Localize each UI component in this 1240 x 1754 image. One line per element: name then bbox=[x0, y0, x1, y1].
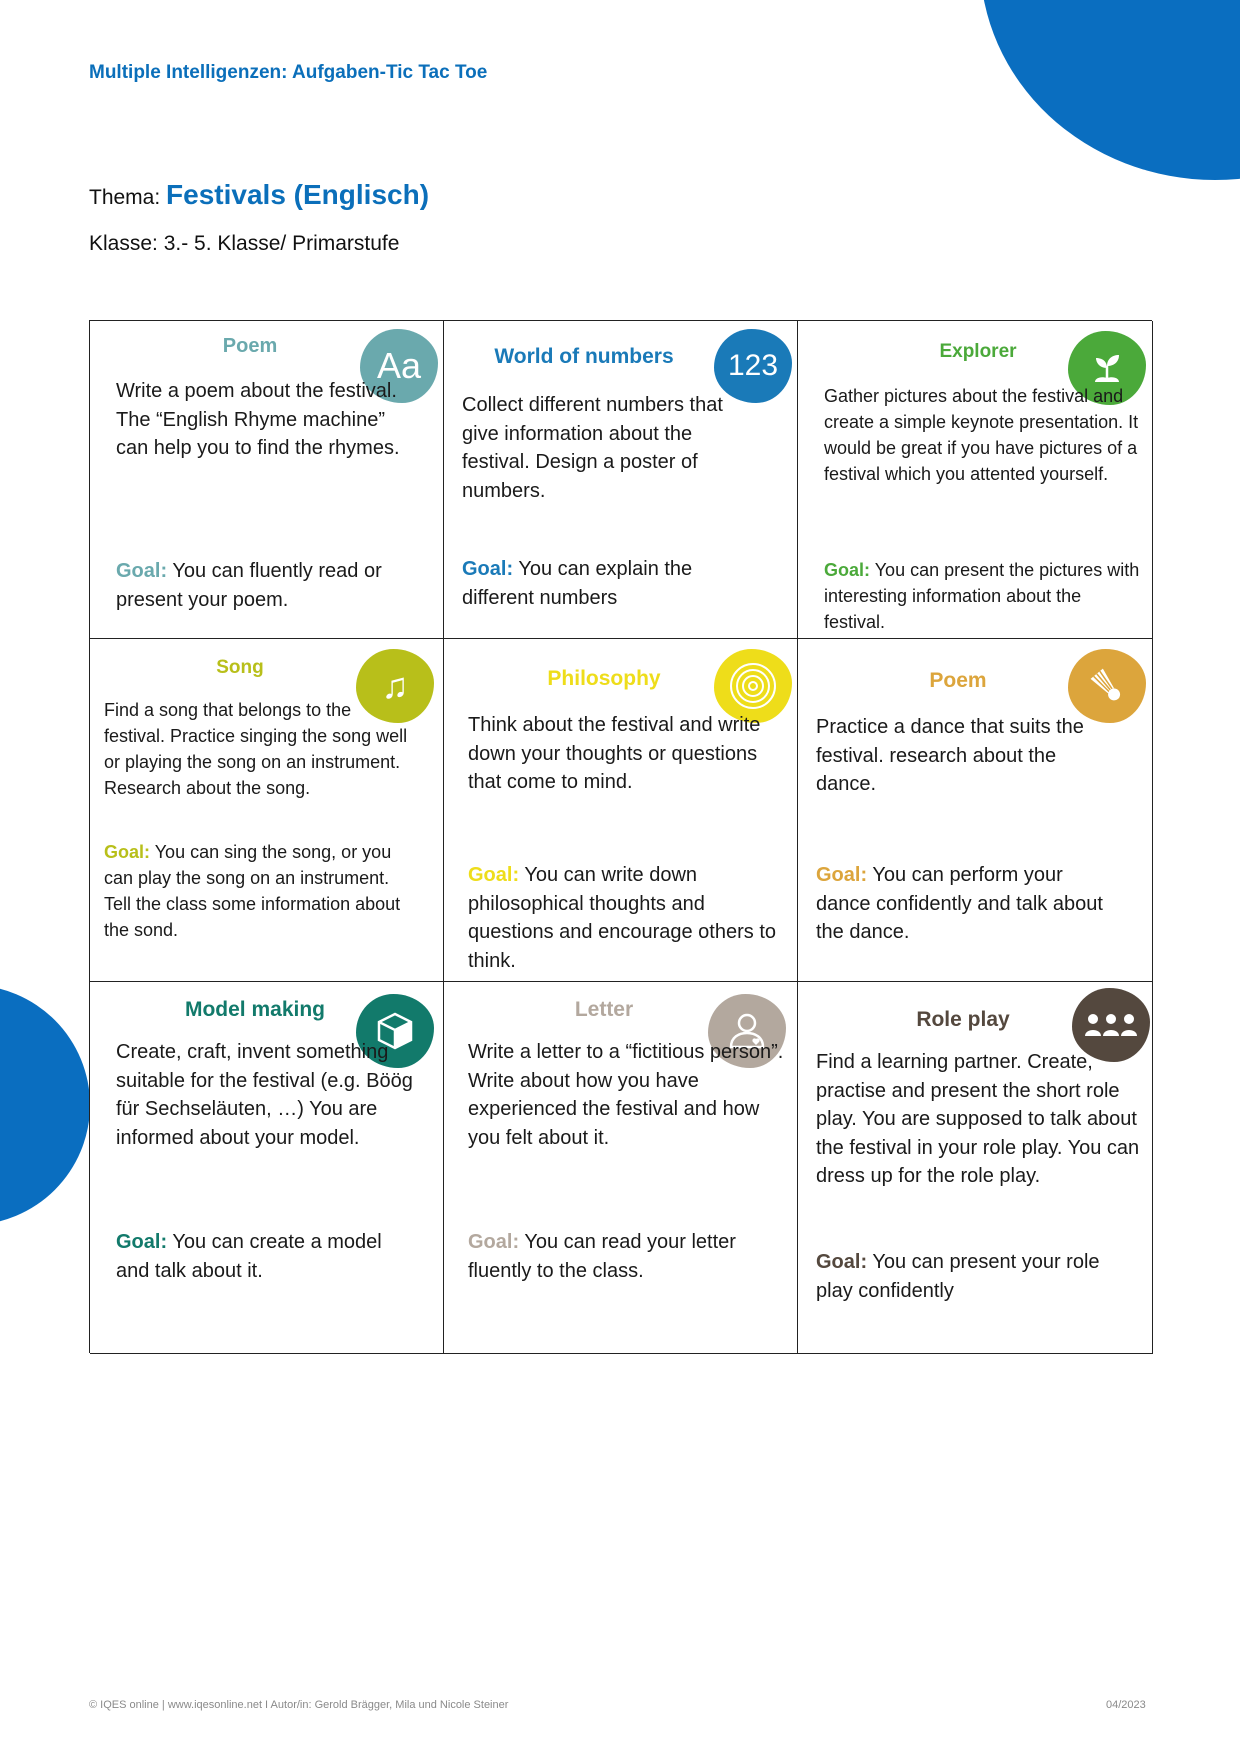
cell-title: Explorer bbox=[939, 341, 1017, 362]
goal-text bbox=[468, 861, 788, 975]
icon-glyph: 123 bbox=[727, 349, 779, 382]
goal-label: Goal: bbox=[468, 864, 520, 886]
goal-text bbox=[816, 861, 1116, 947]
task-cell bbox=[798, 639, 1153, 982]
cell-title: Role play bbox=[916, 1008, 1010, 1031]
goal-label: Goal: bbox=[816, 864, 868, 886]
goal-description: You can perform your dance confidently and talk about the dance. bbox=[816, 864, 1103, 943]
cell-title: World of numbers bbox=[494, 345, 674, 368]
goal-label: Goal: bbox=[824, 560, 871, 580]
footer-credits: © IQES online | www.iqesonline.net I Autor/in: Gerold Brägger, Mila und Nicole Steiner bbox=[89, 1699, 509, 1711]
goal-description: You can read your letter fluently to the class. bbox=[468, 1231, 736, 1282]
icon-glyph: Aa bbox=[376, 345, 422, 386]
decorative-circle-left bbox=[0, 985, 90, 1225]
goal-label: Goal: bbox=[116, 560, 168, 582]
task-cell bbox=[90, 321, 444, 639]
goal-description: You can write down philosophical thoughts and questions and encourage others to think. bbox=[468, 864, 776, 972]
task-text: Collect different numbers that give information about the festival. Design a poster of numbers. bbox=[462, 394, 723, 502]
goal-description: You can fluently read or present your poem. bbox=[116, 560, 382, 611]
grade-line: Klasse: 3.- 5. Klasse/ Primarstufe bbox=[89, 232, 400, 255]
task-text: Write a letter to a “fictitious person”. Write about how you have experienced the festival and how you felt about it. bbox=[468, 1041, 784, 1149]
cell-title: Philosophy bbox=[547, 667, 661, 690]
task-text: Create, craft, invent something suitable for the festival (e.g. Böög für Sechseläuten, …) You are informed about your model. bbox=[116, 1041, 413, 1149]
goal-description: You can present the pictures with interesting information about the festival. bbox=[824, 560, 1140, 632]
task-text: Gather pictures about the festival and create a simple keynote presentation. It would be great if you have pictures of a festival which you attented yourself. bbox=[824, 386, 1139, 484]
task-cell bbox=[798, 321, 1153, 639]
task-cell bbox=[444, 982, 798, 1354]
footer-date: 04/2023 bbox=[1106, 1699, 1146, 1711]
topic-value: Festivals (Englisch) bbox=[166, 179, 430, 210]
goal-description: You can present your role play confidently bbox=[816, 1251, 1100, 1302]
task-cell bbox=[90, 639, 444, 982]
goal-label: Goal: bbox=[116, 1231, 168, 1253]
goal-text bbox=[116, 1228, 416, 1285]
goal-label: Goal: bbox=[816, 1251, 868, 1273]
document-header: Multiple Intelligenzen: Aufgaben-Tic Tac Toe bbox=[89, 62, 488, 83]
task-cell bbox=[798, 982, 1153, 1354]
tic-tac-toe-grid bbox=[89, 320, 1152, 1353]
goal-text bbox=[824, 557, 1144, 635]
goal-text bbox=[468, 1228, 788, 1285]
goal-label: Goal: bbox=[462, 558, 514, 580]
decorative-circle-top-right bbox=[980, 0, 1240, 180]
goal-text bbox=[462, 555, 762, 612]
task-text: Think about the festival and write down your thoughts or questions that come to mind. bbox=[468, 714, 761, 793]
topic-line bbox=[89, 179, 429, 211]
goal-text bbox=[104, 839, 414, 943]
goal-description: You can explain the different numbers bbox=[462, 558, 693, 609]
task-text: Practice a dance that suits the festival. research about the dance. bbox=[816, 716, 1084, 795]
goal-text bbox=[816, 1248, 1141, 1305]
cell-title: Letter bbox=[574, 998, 634, 1021]
task-text: Find a song that belongs to the festival. Practice singing the song well or playing the song on an instrument. Research about the song. bbox=[104, 700, 408, 798]
goal-description: You can sing the song, or you can play the song on an instrument. Tell the class some information about the sond. bbox=[104, 842, 401, 940]
goal-label: Goal: bbox=[104, 842, 151, 862]
topic-label: Thema: bbox=[89, 186, 161, 209]
shuttlecock-icon bbox=[1068, 649, 1146, 723]
task-text: Write a poem about the festival. The “English Rhyme machine” can help you to find the rhymes. bbox=[116, 380, 400, 459]
cell-title: Poem bbox=[929, 669, 987, 692]
goal-label: Goal: bbox=[468, 1231, 520, 1253]
cell-title: Poem bbox=[222, 335, 278, 357]
task-text: Find a learning partner. Create, practise and present the short role play. You are supposed to talk about the festival in your role play. You can dress up for the role play. bbox=[816, 1051, 1140, 1187]
cell-title: Song bbox=[216, 657, 264, 678]
task-cell bbox=[444, 639, 798, 982]
goal-text bbox=[116, 557, 416, 614]
icon-glyph: ♫ bbox=[381, 665, 409, 706]
goal-description: You can create a model and talk about it. bbox=[116, 1231, 382, 1282]
task-cell bbox=[444, 321, 798, 639]
task-cell bbox=[90, 982, 444, 1354]
cell-title: Model making bbox=[184, 998, 326, 1021]
